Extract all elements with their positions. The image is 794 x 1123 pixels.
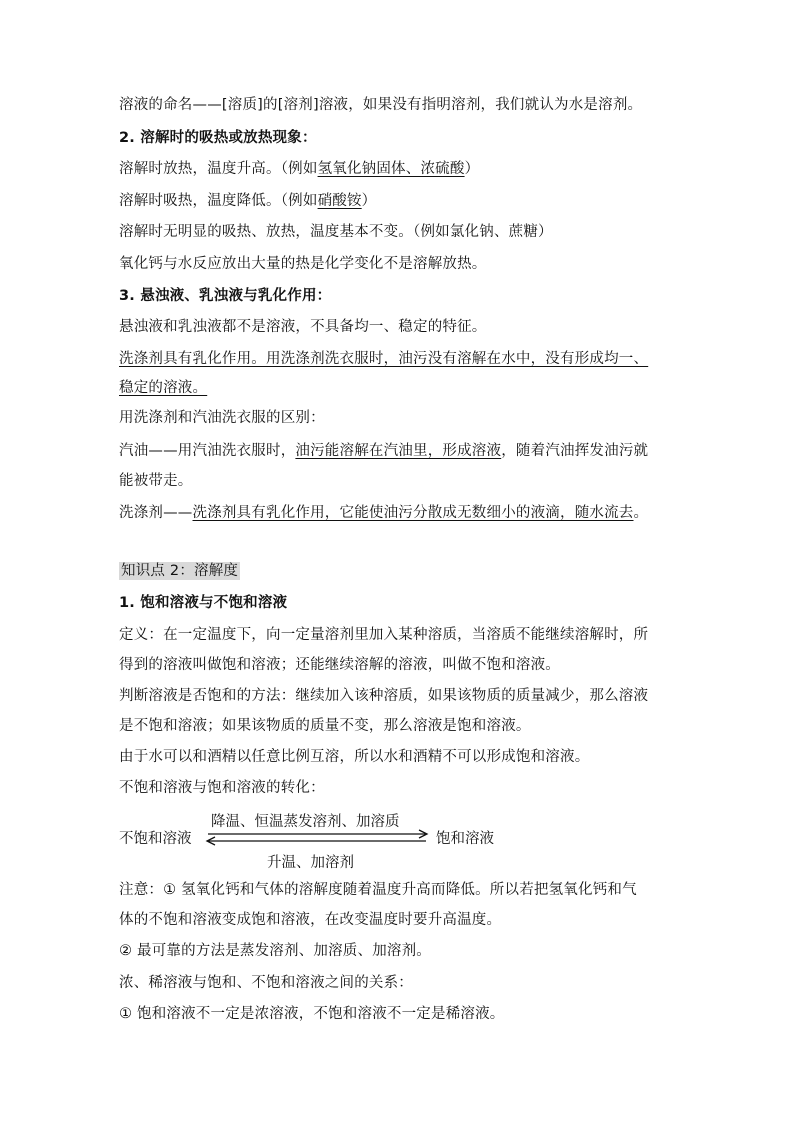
detergent-underlined: 洗涤剂具有乳化作用，它能使油污分散成无数细小的液滴，随水流去 bbox=[192, 505, 634, 521]
note-line-1: 注意：① 氢氧化钙和气体的溶解度随着温度升高而降低。所以若把氢氧化钙和气 bbox=[119, 882, 637, 898]
endothermic-line bbox=[119, 191, 376, 211]
detergent-compare-line bbox=[119, 503, 648, 523]
diagram-bottom-label: 升温、加溶剂 bbox=[267, 855, 354, 871]
relation-title: 浓、稀溶液与饱和、不饱和溶液之间的关系： bbox=[119, 975, 413, 991]
gasoline-suffix: ，随着汽油挥发油污就 bbox=[501, 443, 649, 459]
diagram-top-label: 降温、恒温蒸发溶剂、加溶质 bbox=[211, 814, 400, 830]
heading-emulsion: 3. 悬浊液、乳浊液与乳化作用： bbox=[119, 288, 332, 304]
gasoline-prefix: 汽油——用汽油洗衣服时， bbox=[119, 443, 296, 459]
exothermic-examples: 氢氧化钠固体、浓硫酸 bbox=[317, 161, 465, 177]
gasoline-line-1 bbox=[119, 441, 648, 461]
judge-line-2: 是不饱和溶液；如果该物质的质量不变，那么溶液是饱和溶液。 bbox=[119, 718, 531, 734]
judge-line-1: 判断溶液是否饱和的方法：继续加入该种溶质，如果该物质的质量减少，那么溶液 bbox=[119, 688, 649, 704]
neutral-line: 溶解时无明显的吸热、放热，温度基本不变。（例如氯化钠、蔗糖） bbox=[119, 224, 553, 240]
paren-close: ） bbox=[361, 193, 377, 209]
knowledge-point-tag bbox=[119, 561, 240, 581]
definition-line-2: 得到的溶液叫做饱和溶液；还能继续溶解的溶液，叫做不饱和溶液。 bbox=[119, 657, 560, 673]
diagram-left-label: 不饱和溶液 bbox=[119, 831, 192, 847]
conversion-title: 不饱和溶液与饱和溶液的转化： bbox=[119, 780, 325, 796]
relation-item-1: ① 饱和溶液不一定是浓溶液，不饱和溶液不一定是稀溶液。 bbox=[119, 1006, 505, 1022]
endothermic-text: 溶解时吸热，温度降低。（例如 bbox=[119, 193, 318, 209]
difference-title: 用洗涤剂和汽油洗衣服的区别： bbox=[119, 410, 325, 426]
double-arrow-icon bbox=[200, 826, 436, 850]
endothermic-examples: 硝酸铵 bbox=[317, 193, 362, 209]
cao-note: 氧化钙与水反应放出大量的热是化学变化不是溶解放热。 bbox=[119, 256, 487, 272]
note-2: ② 最可靠的方法是蒸发溶剂、加溶质、加溶剂。 bbox=[119, 943, 432, 959]
gasoline-line-2: 能被带走。 bbox=[119, 473, 193, 489]
alcohol-note: 由于水可以和酒精以任意比例互溶，所以水和酒精不可以形成饱和溶液。 bbox=[119, 749, 590, 765]
suspension-text: 悬浊液和乳浊液都不是溶液，不具备均一、稳定的特征。 bbox=[119, 319, 487, 335]
detergent-line-2: 稳定的溶液。 bbox=[119, 380, 208, 396]
naming-rule-text: 溶液的命名——[溶质]的[溶剂]溶液，如果没有指明溶剂，我们就认为水是溶剂。 bbox=[119, 97, 643, 113]
detergent-prefix: 洗涤剂—— bbox=[119, 505, 193, 521]
exothermic-line bbox=[119, 159, 479, 179]
gasoline-underlined: 油污能溶解在汽油里，形成溶液 bbox=[295, 443, 502, 459]
heading-saturated: 1. 饱和溶液与不饱和溶液 bbox=[119, 595, 288, 611]
diagram-right-label: 饱和溶液 bbox=[436, 831, 494, 847]
exothermic-text: 溶解时放热，温度升高。（例如 bbox=[119, 161, 318, 177]
definition-line-1: 定义：在一定温度下，向一定量溶剂里加入某种溶质，当溶质不能继续溶解时，所 bbox=[119, 627, 649, 643]
paren-close: ） bbox=[464, 161, 480, 177]
detergent-line-1: 洗涤剂具有乳化作用。用洗涤剂洗衣服时，油污没有溶解在水中，没有形成均一、 bbox=[119, 351, 649, 367]
heading-heat-phenomena: 2. 溶解时的吸热或放热现象： bbox=[119, 130, 317, 146]
note-line-2: 体的不饱和溶液变成饱和溶液，在改变温度时要升高温度。 bbox=[119, 912, 502, 928]
detergent-suffix: 。 bbox=[633, 505, 649, 521]
knowledge-point-label: 知识点 2：溶解度 bbox=[121, 563, 239, 579]
